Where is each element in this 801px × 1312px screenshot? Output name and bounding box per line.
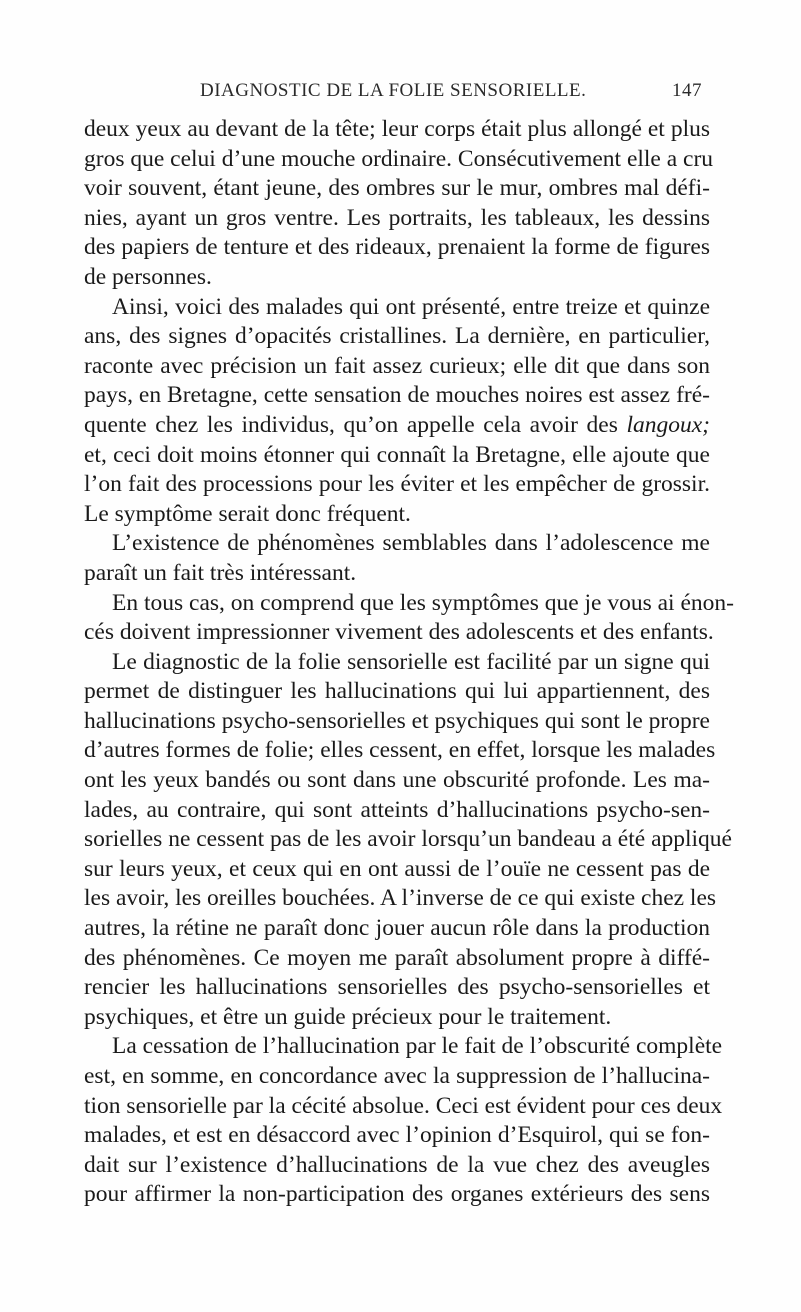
text-line-content: Ainsi, voici des malades qui ont présenté, entre treize et quinze	[112, 293, 710, 320]
text-line-content: nies, ayant un gros ventre. Les portraits, les tableaux, les dessins	[84, 204, 710, 231]
text-line-content: des papiers de tenture et des rideaux, prenaient la forme de figures	[84, 234, 710, 261]
text-line-content: sorielles ne cessent pas de les avoir lorsqu’un bandeau a été appliqué	[84, 826, 732, 853]
text-line-content: de personnes.	[84, 263, 212, 290]
text-line-content: permet de distinguer les hallucinations qui lui appartiennent, des	[84, 678, 710, 705]
text-line-content: Le symptôme serait donc fréquent.	[84, 500, 411, 527]
text-line-content: L’existence de phénomènes semblables dans l’adolescence me	[112, 530, 710, 557]
text-line	[84, 441, 710, 471]
text-line-content: est, en somme, en concordance avec la suppression de l’hallucina-	[84, 1063, 710, 1089]
text-line-content: tion sensorielle par la cécité absolue. Ceci est évident pour ces deux	[84, 1092, 723, 1119]
text-line	[84, 352, 710, 382]
text-line-content: cés doivent impressionner vivement des adolescents et des enfants.	[84, 619, 714, 646]
text-line	[84, 322, 710, 352]
text-line-content: et, ceci doit moins étonner qui connaît la Bretagne, elle ajoute que	[84, 441, 710, 468]
text-line	[84, 736, 716, 766]
text-line	[84, 1032, 723, 1062]
text-line	[84, 677, 710, 707]
text-line	[84, 381, 710, 411]
text-line	[84, 559, 710, 589]
text-line	[84, 589, 734, 619]
text-line-content: La cessation de l’hallucination par le fait de l’obscurité complète	[112, 1033, 723, 1060]
text-line-content: ont les yeux bandés ou sont dans une obscurité profonde. Les ma-	[84, 767, 710, 794]
body-text	[84, 115, 734, 1210]
text-line-content: pays, en Bretagne, cette sensation de mouches noires est assez fré-	[84, 382, 710, 409]
text-line	[84, 204, 710, 234]
text-line	[84, 648, 710, 678]
text-line	[84, 1062, 710, 1092]
text-line	[84, 470, 710, 500]
text-line	[84, 411, 710, 441]
text-line	[84, 529, 710, 559]
text-line	[84, 618, 714, 648]
italic-term: langoux;	[626, 411, 710, 438]
text-line	[84, 115, 710, 145]
text-line	[84, 293, 710, 323]
text-line-content: En tous cas, on comprend que les symptômes que je vous ai énon-	[112, 589, 734, 616]
text-line-content: raconte avec précision un fait assez curieux; elle dit que dans son	[84, 352, 710, 379]
text-line	[84, 500, 710, 530]
text-line-content: dait sur l’existence d’hallucinations de la vue chez des aveugles	[84, 1151, 710, 1178]
text-line-content: paraît un fait très intéressant.	[84, 559, 357, 586]
text-line-content: malades, et est en désaccord avec l’opinion d’Esquirol, qui se fon-	[84, 1122, 710, 1149]
text-line-content: pour affirmer la non-participation des organes extérieurs des sens	[84, 1181, 710, 1208]
text-line	[84, 796, 710, 826]
running-head-title: DIAGNOSTIC DE LA FOLIE SENSORIELLE.	[200, 80, 587, 101]
running-head	[200, 80, 702, 106]
text-line-content: quente chez les individus, qu’on appelle cela avoir des	[84, 411, 627, 438]
text-line-content: sur leurs yeux, et ceux qui en ont aussi de l’ouïe ne cessent pas de	[84, 855, 710, 882]
text-line	[84, 1151, 710, 1181]
text-line-content: Le diagnostic de la folie sensorielle est facilité par un signe qui	[112, 648, 710, 675]
text-line	[84, 1121, 710, 1151]
text-line-content: lades, au contraire, qui sont atteints d’hallucinations psycho-sen-	[84, 796, 710, 823]
text-line-content: voir souvent, étant jeune, des ombres sur le mur, ombres mal défi-	[84, 175, 710, 202]
text-line	[84, 233, 710, 263]
text-line	[84, 1003, 710, 1033]
text-line-content: l’on fait des processions pour les éviter et les empêcher de grossir.	[84, 471, 710, 498]
text-line-content: des phénomènes. Ce moyen me paraît absolument propre à diffé-	[84, 944, 710, 971]
text-line-content: hallucinations psycho-sensorielles et psychiques qui sont le propre	[84, 707, 710, 734]
text-line-content: les avoir, les oreilles bouchées. A l’inverse de ce qui existe chez les	[84, 885, 717, 912]
text-line-content: ans, des signes d’opacités cristallines. La dernière, en particulier,	[84, 323, 710, 350]
text-line	[84, 1092, 723, 1122]
text-line	[84, 914, 710, 944]
text-line-content: rencier les hallucinations sensorielles des psycho-sensorielles et	[84, 974, 710, 1001]
text-line	[84, 1180, 710, 1210]
text-line-content: psychiques, et être un guide précieux pour le traitement.	[84, 1003, 612, 1030]
text-line	[84, 707, 710, 737]
text-line	[84, 884, 717, 914]
text-line-content: d’autres formes de folie; elles cessent, en effet, lorsque les malades	[84, 737, 716, 764]
text-line-content: gros que celui d’une mouche ordinaire. Consécutivement elle a cru	[84, 145, 714, 172]
text-line	[84, 263, 710, 293]
text-line	[84, 174, 710, 204]
text-line	[84, 825, 732, 855]
text-line-content: autres, la rétine ne paraît donc jouer aucun rôle dans la production	[84, 915, 710, 942]
text-line	[84, 766, 710, 796]
page-number: 147	[672, 80, 702, 101]
text-line	[84, 944, 710, 974]
text-line-content: deux yeux au devant de la tête; leur corps était plus allongé et plus	[84, 116, 710, 142]
text-line	[84, 973, 710, 1003]
text-line	[84, 145, 714, 175]
text-line	[84, 855, 710, 885]
